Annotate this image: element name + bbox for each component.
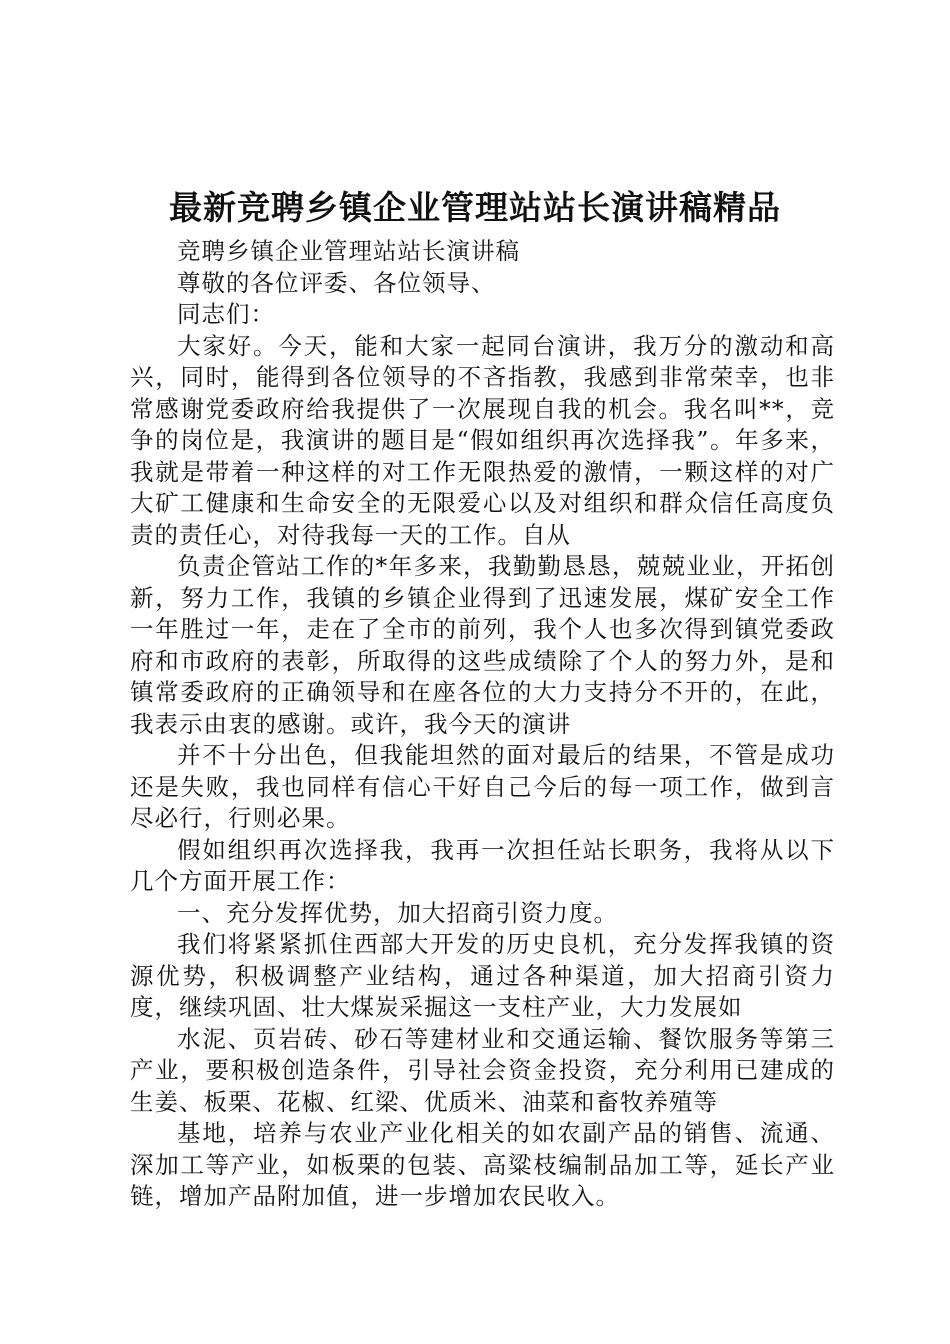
paragraph-salutation-cont: 同志们：	[177, 300, 275, 328]
paragraph-heading: 一、充分发挥优势，加大招商引资力度。	[177, 898, 618, 927]
paragraph-salutation: 尊敬的各位评委、各位领导、	[177, 268, 496, 297]
document-title: 最新竞聘乡镇企业管理站站长演讲稿精品	[169, 188, 781, 227]
paragraph: 假如组织再次选择我，我再一次担任站长职务，我将从以下几个方面开展工作：	[130, 835, 835, 895]
paragraph-subtitle: 竞聘乡镇企业管理站站长演讲稿	[177, 237, 520, 265]
paragraph: 并不十分出色，但我能坦然的面对最后的结果，不管是成功还是失败，我也同样有信心干好自己今后的每一项工作，做到言尽必行，行则必果。	[130, 741, 835, 832]
paragraph: 大家好。今天，能和大家一起同台演讲，我万分的激动和高兴，同时，能得到各位领导的不吝指教，我感到非常荣幸，也非常感谢党委政府给我提供了一次展现自我的机会。我名叫**，竞争的岗位是，我演讲的题目是“假如组织再次选择我”。年多来，我就是带着一种这样的对工作无限热爱的激情，一颗这样的对广大矿工健康和生命安全的无限爱心以及对组织和群众信任高度负责的责任心，对待我每一天的工作。自从	[130, 331, 835, 549]
paragraph: 我们将紧紧抓住西部大开发的历史良机，充分发挥我镇的资源优势，积极调整产业结构，通过各种渠道，加大招商引资力度，继续巩固、壮大煤炭采掘这一支柱产业，大力发展如	[130, 930, 835, 1021]
paragraph: 负责企管站工作的*年多来，我勤勤恳恳，兢兢业业，开拓创新，努力工作，我镇的乡镇企业得到了迅速发展，煤矿安全工作一年胜过一年，走在了全市的前列，我个人也多次得到镇党委政府和市政府的表彰，所取得的这些成绩除了个人的努力外，是和镇常委政府的正确领导和在座各位的大力支持分不开的，在此，我表示由衷的感谢。或许，我今天的演讲	[130, 552, 835, 738]
document-body	[130, 236, 835, 1213]
paragraph: 基地，培养与农业产业化相关的如农副产品的销售、流通、深加工等产业，如板栗的包装、高粱枝编制品加工等，延长产业链，增加产品附加值，进一步增加农民收入。	[130, 1119, 835, 1210]
paragraph: 水泥、页岩砖、砂石等建材业和交通运输、餐饮服务等第三产业，要积极创造条件，引导社会资金投资，充分利用已建成的生姜、板栗、花椒、红梁、优质米、油菜和畜牧养殖等	[130, 1024, 835, 1116]
